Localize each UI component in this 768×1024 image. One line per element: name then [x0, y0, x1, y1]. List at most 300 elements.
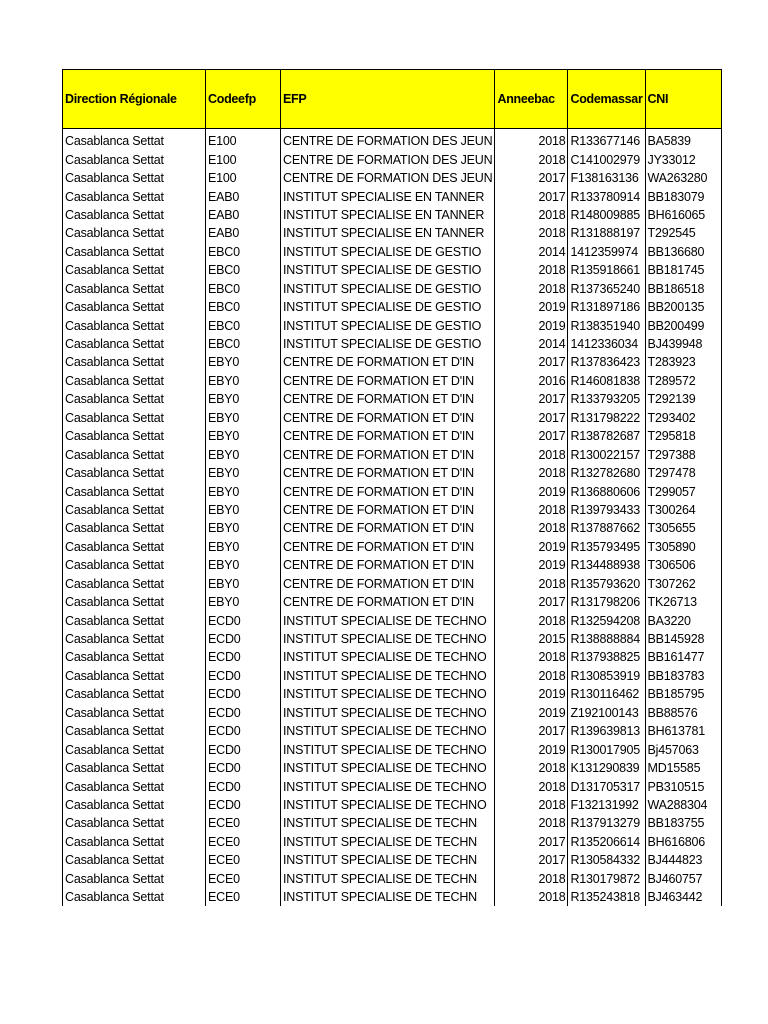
- table-row: [63, 833, 722, 851]
- efp-cell[interactable]: CENTRE DE FORMATION ET D'IN: [281, 482, 495, 500]
- codeefp-cell[interactable]: EBY0: [206, 372, 281, 390]
- codemassar-cell[interactable]: R130584332: [568, 851, 645, 869]
- direction-cell[interactable]: Casablanca Settat: [63, 556, 206, 574]
- cni-cell[interactable]: Bj457063: [645, 740, 721, 758]
- codeefp-cell[interactable]: ECE0: [206, 814, 281, 832]
- efp-cell[interactable]: INSTITUT SPECIALISE DE TECHNO: [281, 796, 495, 814]
- codeefp-cell[interactable]: ECD0: [206, 759, 281, 777]
- codemassar-cell[interactable]: R148009885: [568, 206, 645, 224]
- codemassar-cell[interactable]: F138163136: [568, 169, 645, 187]
- anneebac-cell[interactable]: 2018: [495, 501, 568, 519]
- cni-cell[interactable]: BB145928: [645, 630, 721, 648]
- codemassar-cell[interactable]: R130022157: [568, 445, 645, 463]
- codeefp-cell[interactable]: ECD0: [206, 796, 281, 814]
- efp-cell[interactable]: CENTRE DE FORMATION ET D'IN: [281, 575, 495, 593]
- table-row: [63, 777, 722, 795]
- codemassar-cell[interactable]: R131888197: [568, 224, 645, 242]
- codeefp-cell[interactable]: EBY0: [206, 556, 281, 574]
- cni-cell[interactable]: BJ439948: [645, 335, 721, 353]
- efp-cell[interactable]: CENTRE DE FORMATION ET D'IN: [281, 390, 495, 408]
- efp-cell[interactable]: INSTITUT SPECIALISE DE TECHNO: [281, 648, 495, 666]
- cni-cell[interactable]: TK26713: [645, 593, 721, 611]
- anneebac-cell[interactable]: 2019: [495, 740, 568, 758]
- direction-cell[interactable]: Casablanca Settat: [63, 335, 206, 353]
- efp-cell[interactable]: INSTITUT SPECIALISE DE GESTIO: [281, 243, 495, 261]
- efp-cell[interactable]: CENTRE DE FORMATION ET D'IN: [281, 501, 495, 519]
- cni-cell[interactable]: T305655: [645, 519, 721, 537]
- table-row: [63, 685, 722, 703]
- table-row: [63, 814, 722, 832]
- table-row: [63, 335, 722, 353]
- direction-cell[interactable]: Casablanca Settat: [63, 759, 206, 777]
- anneebac-cell[interactable]: 2017: [495, 409, 568, 427]
- codeefp-cell[interactable]: E100: [206, 169, 281, 187]
- efp-cell[interactable]: INSTITUT SPECIALISE EN TANNER: [281, 206, 495, 224]
- anneebac-cell[interactable]: 2019: [495, 685, 568, 703]
- anneebac-cell[interactable]: 2017: [495, 722, 568, 740]
- anneebac-cell[interactable]: 2019: [495, 482, 568, 500]
- table-row: [63, 482, 722, 500]
- codemassar-cell[interactable]: K131290839: [568, 759, 645, 777]
- column-header-anneebac[interactable]: Anneebac: [495, 70, 568, 129]
- direction-cell[interactable]: Casablanca Settat: [63, 796, 206, 814]
- codeefp-cell[interactable]: ECD0: [206, 667, 281, 685]
- codemassar-cell[interactable]: R135918661: [568, 261, 645, 279]
- direction-cell[interactable]: Casablanca Settat: [63, 427, 206, 445]
- cni-cell[interactable]: BH613781: [645, 722, 721, 740]
- efp-cell[interactable]: INSTITUT SPECIALISE DE TECHN: [281, 814, 495, 832]
- table-row: [63, 796, 722, 814]
- table-row: [63, 409, 722, 427]
- cni-cell[interactable]: JY33012: [645, 150, 721, 168]
- anneebac-cell[interactable]: 2018: [495, 796, 568, 814]
- efp-cell[interactable]: INSTITUT SPECIALISE DE GESTIO: [281, 261, 495, 279]
- anneebac-cell[interactable]: 2017: [495, 353, 568, 371]
- codemassar-cell[interactable]: R133793205: [568, 390, 645, 408]
- efp-cell[interactable]: CENTRE DE FORMATION ET D'IN: [281, 464, 495, 482]
- cni-cell[interactable]: BB161477: [645, 648, 721, 666]
- codeefp-cell[interactable]: EBY0: [206, 593, 281, 611]
- codeefp-cell[interactable]: ECD0: [206, 611, 281, 629]
- codemassar-cell[interactable]: R135793495: [568, 538, 645, 556]
- codemassar-cell[interactable]: R137938825: [568, 648, 645, 666]
- codemassar-cell[interactable]: R133780914: [568, 187, 645, 205]
- column-header-codemassar[interactable]: Codemassar: [568, 70, 645, 129]
- codeefp-cell[interactable]: E100: [206, 129, 281, 151]
- efp-cell[interactable]: CENTRE DE FORMATION ET D'IN: [281, 593, 495, 611]
- codemassar-cell[interactable]: R131798206: [568, 593, 645, 611]
- table-row: [63, 740, 722, 758]
- codeefp-cell[interactable]: EBY0: [206, 390, 281, 408]
- anneebac-cell[interactable]: 2018: [495, 667, 568, 685]
- codeefp-cell[interactable]: ECE0: [206, 833, 281, 851]
- anneebac-cell[interactable]: 2017: [495, 169, 568, 187]
- efp-cell[interactable]: CENTRE DE FORMATION ET D'IN: [281, 556, 495, 574]
- codemassar-cell[interactable]: R130116462: [568, 685, 645, 703]
- table-row: [63, 353, 722, 371]
- table-row: [63, 870, 722, 888]
- header-row: [63, 70, 722, 129]
- table-row: [63, 538, 722, 556]
- codemassar-cell[interactable]: R137836423: [568, 353, 645, 371]
- table-row: [63, 704, 722, 722]
- table-row: [63, 648, 722, 666]
- codeefp-cell[interactable]: ECD0: [206, 722, 281, 740]
- codemassar-cell[interactable]: R135793620: [568, 575, 645, 593]
- anneebac-cell[interactable]: 2018: [495, 224, 568, 242]
- table-row: [63, 390, 722, 408]
- direction-cell[interactable]: Casablanca Settat: [63, 187, 206, 205]
- table-row: [63, 243, 722, 261]
- cni-cell[interactable]: BA3220: [645, 611, 721, 629]
- direction-cell[interactable]: Casablanca Settat: [63, 722, 206, 740]
- anneebac-cell[interactable]: 2018: [495, 611, 568, 629]
- codeefp-cell[interactable]: EBY0: [206, 482, 281, 500]
- codemassar-cell[interactable]: R134488938: [568, 556, 645, 574]
- direction-cell[interactable]: Casablanca Settat: [63, 667, 206, 685]
- codeefp-cell[interactable]: ECD0: [206, 630, 281, 648]
- efp-cell[interactable]: CENTRE DE FORMATION ET D'IN: [281, 353, 495, 371]
- direction-cell[interactable]: Casablanca Settat: [63, 501, 206, 519]
- cni-cell[interactable]: T306506: [645, 556, 721, 574]
- cni-cell[interactable]: BB200135: [645, 298, 721, 316]
- direction-cell[interactable]: Casablanca Settat: [63, 833, 206, 851]
- anneebac-cell[interactable]: 2017: [495, 593, 568, 611]
- anneebac-cell[interactable]: 2018: [495, 648, 568, 666]
- efp-cell[interactable]: INSTITUT SPECIALISE DE TECHNO: [281, 630, 495, 648]
- anneebac-cell[interactable]: 2017: [495, 390, 568, 408]
- direction-cell[interactable]: Casablanca Settat: [63, 169, 206, 187]
- efp-cell[interactable]: CENTRE DE FORMATION ET D'IN: [281, 445, 495, 463]
- anneebac-cell[interactable]: 2018: [495, 759, 568, 777]
- cni-cell[interactable]: BB183755: [645, 814, 721, 832]
- codeefp-cell[interactable]: EBY0: [206, 538, 281, 556]
- anneebac-cell[interactable]: 2018: [495, 870, 568, 888]
- direction-cell[interactable]: Casablanca Settat: [63, 482, 206, 500]
- codeefp-cell[interactable]: ECD0: [206, 704, 281, 722]
- anneebac-cell[interactable]: 2017: [495, 851, 568, 869]
- efp-cell[interactable]: INSTITUT SPECIALISE DE GESTIO: [281, 316, 495, 334]
- codemassar-cell[interactable]: R133677146: [568, 129, 645, 151]
- direction-cell[interactable]: Casablanca Settat: [63, 243, 206, 261]
- table-row: [63, 501, 722, 519]
- anneebac-cell[interactable]: 2016: [495, 372, 568, 390]
- codeefp-cell[interactable]: EBC0: [206, 316, 281, 334]
- efp-cell[interactable]: CENTRE DE FORMATION DES JEUN: [281, 129, 495, 151]
- codemassar-cell[interactable]: F132131992: [568, 796, 645, 814]
- efp-cell[interactable]: INSTITUT SPECIALISE DE TECHN: [281, 851, 495, 869]
- table-row: [63, 372, 722, 390]
- anneebac-cell[interactable]: 2018: [495, 464, 568, 482]
- table-row: [63, 464, 722, 482]
- table-row: [63, 630, 722, 648]
- efp-cell[interactable]: INSTITUT SPECIALISE DE TECHNO: [281, 740, 495, 758]
- anneebac-cell[interactable]: 2015: [495, 630, 568, 648]
- anneebac-cell[interactable]: 2014: [495, 243, 568, 261]
- anneebac-cell[interactable]: 2018: [495, 777, 568, 795]
- anneebac-cell[interactable]: 2018: [495, 519, 568, 537]
- cni-cell[interactable]: T307262: [645, 575, 721, 593]
- codemassar-cell[interactable]: R132594208: [568, 611, 645, 629]
- direction-cell[interactable]: Casablanca Settat: [63, 409, 206, 427]
- efp-cell[interactable]: CENTRE DE FORMATION ET D'IN: [281, 409, 495, 427]
- codemassar-cell[interactable]: R136880606: [568, 482, 645, 500]
- codemassar-cell[interactable]: R146081838: [568, 372, 645, 390]
- cni-cell[interactable]: MD15585: [645, 759, 721, 777]
- codemassar-cell[interactable]: R135206614: [568, 833, 645, 851]
- codemassar-cell[interactable]: R137365240: [568, 280, 645, 298]
- table-body: [63, 129, 722, 907]
- codeefp-cell[interactable]: EBY0: [206, 575, 281, 593]
- codemassar-cell[interactable]: R139793433: [568, 501, 645, 519]
- codemassar-cell[interactable]: R138351940: [568, 316, 645, 334]
- cni-cell[interactable]: BB136680: [645, 243, 721, 261]
- direction-cell[interactable]: Casablanca Settat: [63, 538, 206, 556]
- codeefp-cell[interactable]: EBY0: [206, 501, 281, 519]
- codeefp-cell[interactable]: EBC0: [206, 335, 281, 353]
- codeefp-cell[interactable]: EBY0: [206, 353, 281, 371]
- table-row: [63, 224, 722, 242]
- codemassar-cell[interactable]: R137887662: [568, 519, 645, 537]
- efp-cell[interactable]: CENTRE DE FORMATION ET D'IN: [281, 538, 495, 556]
- efp-cell[interactable]: CENTRE DE FORMATION DES JEUN: [281, 169, 495, 187]
- efp-cell[interactable]: INSTITUT SPECIALISE DE TECHN: [281, 833, 495, 851]
- direction-cell[interactable]: Casablanca Settat: [63, 648, 206, 666]
- cni-cell[interactable]: T300264: [645, 501, 721, 519]
- table-row: [63, 667, 722, 685]
- direction-cell[interactable]: Casablanca Settat: [63, 740, 206, 758]
- efp-cell[interactable]: INSTITUT SPECIALISE EN TANNER: [281, 224, 495, 242]
- table-row: [63, 280, 722, 298]
- efp-cell[interactable]: INSTITUT SPECIALISE DE TECHNO: [281, 777, 495, 795]
- cni-cell[interactable]: BJ444823: [645, 851, 721, 869]
- codeefp-cell[interactable]: ECD0: [206, 740, 281, 758]
- direction-cell[interactable]: Casablanca Settat: [63, 519, 206, 537]
- cni-cell[interactable]: BH616806: [645, 833, 721, 851]
- cni-cell[interactable]: BJ460757: [645, 870, 721, 888]
- cni-cell[interactable]: PB310515: [645, 777, 721, 795]
- codeefp-cell[interactable]: ECD0: [206, 685, 281, 703]
- codeefp-cell[interactable]: EBC0: [206, 261, 281, 279]
- efp-cell[interactable]: INSTITUT SPECIALISE EN TANNER: [281, 187, 495, 205]
- table-row: [63, 427, 722, 445]
- direction-cell[interactable]: Casablanca Settat: [63, 316, 206, 334]
- efp-cell[interactable]: INSTITUT SPECIALISE DE TECHNO: [281, 667, 495, 685]
- table-row: [63, 206, 722, 224]
- direction-cell[interactable]: Casablanca Settat: [63, 593, 206, 611]
- cni-cell[interactable]: BB88576: [645, 704, 721, 722]
- codeefp-cell[interactable]: EBY0: [206, 409, 281, 427]
- cni-cell[interactable]: BB183079: [645, 187, 721, 205]
- table-row: [63, 298, 722, 316]
- anneebac-cell[interactable]: 2019: [495, 556, 568, 574]
- direction-cell[interactable]: Casablanca Settat: [63, 261, 206, 279]
- codemassar-cell[interactable]: R130179872: [568, 870, 645, 888]
- anneebac-cell[interactable]: 2019: [495, 538, 568, 556]
- codemassar-cell[interactable]: R132782680: [568, 464, 645, 482]
- direction-cell[interactable]: Casablanca Settat: [63, 464, 206, 482]
- codemassar-cell[interactable]: Z192100143: [568, 704, 645, 722]
- codemassar-cell[interactable]: D131705317: [568, 777, 645, 795]
- cni-cell[interactable]: BA5839: [645, 129, 721, 151]
- codeefp-cell[interactable]: EBY0: [206, 445, 281, 463]
- direction-cell[interactable]: Casablanca Settat: [63, 390, 206, 408]
- data-table: [62, 69, 722, 906]
- anneebac-cell[interactable]: 2018: [495, 129, 568, 151]
- efp-cell[interactable]: INSTITUT SPECIALISE DE GESTIO: [281, 335, 495, 353]
- cni-cell[interactable]: T292139: [645, 390, 721, 408]
- column-header-codeefp[interactable]: Codeefp: [206, 70, 281, 129]
- efp-cell[interactable]: INSTITUT SPECIALISE DE TECHNO: [281, 704, 495, 722]
- cni-cell[interactable]: BJ463442: [645, 888, 721, 906]
- direction-cell[interactable]: Casablanca Settat: [63, 150, 206, 168]
- codeefp-cell[interactable]: E100: [206, 150, 281, 168]
- cni-cell[interactable]: T283923: [645, 353, 721, 371]
- direction-cell[interactable]: Casablanca Settat: [63, 575, 206, 593]
- efp-cell[interactable]: CENTRE DE FORMATION ET D'IN: [281, 427, 495, 445]
- codemassar-cell[interactable]: R139639813: [568, 722, 645, 740]
- codeefp-cell[interactable]: ECE0: [206, 851, 281, 869]
- table-row: [63, 316, 722, 334]
- table-row: [63, 519, 722, 537]
- anneebac-cell[interactable]: 2018: [495, 261, 568, 279]
- cni-cell[interactable]: BB200499: [645, 316, 721, 334]
- column-header-direction-regionale[interactable]: Direction Régionale: [63, 70, 206, 129]
- cni-cell[interactable]: T297388: [645, 445, 721, 463]
- anneebac-cell[interactable]: 2018: [495, 575, 568, 593]
- direction-cell[interactable]: Casablanca Settat: [63, 777, 206, 795]
- cni-cell[interactable]: BB185795: [645, 685, 721, 703]
- direction-cell[interactable]: Casablanca Settat: [63, 445, 206, 463]
- anneebac-cell[interactable]: 2019: [495, 704, 568, 722]
- table-row: [63, 150, 722, 168]
- codemassar-cell[interactable]: R131897186: [568, 298, 645, 316]
- cni-cell[interactable]: WA263280: [645, 169, 721, 187]
- table-row: [63, 445, 722, 463]
- table-row: [63, 851, 722, 869]
- codemassar-cell[interactable]: R130853919: [568, 667, 645, 685]
- codeefp-cell[interactable]: EBY0: [206, 464, 281, 482]
- codeefp-cell[interactable]: ECD0: [206, 648, 281, 666]
- codemassar-cell[interactable]: 1412359974: [568, 243, 645, 261]
- codeefp-cell[interactable]: ECE0: [206, 870, 281, 888]
- codemassar-cell[interactable]: R138888884: [568, 630, 645, 648]
- direction-cell[interactable]: Casablanca Settat: [63, 280, 206, 298]
- cni-cell[interactable]: BB181745: [645, 261, 721, 279]
- codeefp-cell[interactable]: EBC0: [206, 280, 281, 298]
- table-row: [63, 556, 722, 574]
- codemassar-cell[interactable]: R130017905: [568, 740, 645, 758]
- cni-cell[interactable]: BB186518: [645, 280, 721, 298]
- efp-cell[interactable]: INSTITUT SPECIALISE DE GESTIO: [281, 298, 495, 316]
- cni-cell[interactable]: T297478: [645, 464, 721, 482]
- anneebac-cell[interactable]: 2018: [495, 445, 568, 463]
- table-row: [63, 888, 722, 906]
- direction-cell[interactable]: Casablanca Settat: [63, 851, 206, 869]
- direction-cell[interactable]: Casablanca Settat: [63, 870, 206, 888]
- anneebac-cell[interactable]: 2018: [495, 150, 568, 168]
- anneebac-cell[interactable]: 2019: [495, 316, 568, 334]
- anneebac-cell[interactable]: 2018: [495, 206, 568, 224]
- direction-cell[interactable]: Casablanca Settat: [63, 353, 206, 371]
- anneebac-cell[interactable]: 2017: [495, 833, 568, 851]
- direction-cell[interactable]: Casablanca Settat: [63, 814, 206, 832]
- anneebac-cell[interactable]: 2014: [495, 335, 568, 353]
- anneebac-cell[interactable]: 2018: [495, 814, 568, 832]
- codemassar-cell[interactable]: 1412336034: [568, 335, 645, 353]
- codeefp-cell[interactable]: EAB0: [206, 206, 281, 224]
- codemassar-cell[interactable]: R135243818: [568, 888, 645, 906]
- table-row: [63, 593, 722, 611]
- direction-cell[interactable]: Casablanca Settat: [63, 611, 206, 629]
- codeefp-cell[interactable]: EBY0: [206, 519, 281, 537]
- efp-cell[interactable]: CENTRE DE FORMATION DES JEUN: [281, 150, 495, 168]
- cni-cell[interactable]: T299057: [645, 482, 721, 500]
- table-row: [63, 722, 722, 740]
- cni-cell[interactable]: T293402: [645, 409, 721, 427]
- anneebac-cell[interactable]: 2018: [495, 280, 568, 298]
- column-header-cni[interactable]: CNI: [645, 70, 721, 129]
- direction-cell[interactable]: Casablanca Settat: [63, 206, 206, 224]
- efp-cell[interactable]: INSTITUT SPECIALISE DE GESTIO: [281, 280, 495, 298]
- efp-cell[interactable]: INSTITUT SPECIALISE DE TECHNO: [281, 685, 495, 703]
- efp-cell[interactable]: CENTRE DE FORMATION ET D'IN: [281, 519, 495, 537]
- cni-cell[interactable]: WA288304: [645, 796, 721, 814]
- codeefp-cell[interactable]: ECD0: [206, 777, 281, 795]
- direction-cell[interactable]: Casablanca Settat: [63, 888, 206, 906]
- table-row: [63, 261, 722, 279]
- codemassar-cell[interactable]: R138782687: [568, 427, 645, 445]
- direction-cell[interactable]: Casablanca Settat: [63, 224, 206, 242]
- anneebac-cell[interactable]: 2019: [495, 298, 568, 316]
- codemassar-cell[interactable]: R131798222: [568, 409, 645, 427]
- anneebac-cell[interactable]: 2017: [495, 427, 568, 445]
- direction-cell[interactable]: Casablanca Settat: [63, 372, 206, 390]
- column-header-efp[interactable]: EFP: [281, 70, 495, 129]
- efp-cell[interactable]: INSTITUT SPECIALISE DE TECHNO: [281, 759, 495, 777]
- table-row: [63, 129, 722, 151]
- codemassar-cell[interactable]: R137913279: [568, 814, 645, 832]
- codeefp-cell[interactable]: EBY0: [206, 427, 281, 445]
- cni-cell[interactable]: T295818: [645, 427, 721, 445]
- direction-cell[interactable]: Casablanca Settat: [63, 129, 206, 151]
- cni-cell[interactable]: BB183783: [645, 667, 721, 685]
- cni-cell[interactable]: T289572: [645, 372, 721, 390]
- cni-cell[interactable]: T305890: [645, 538, 721, 556]
- anneebac-cell[interactable]: 2017: [495, 187, 568, 205]
- codemassar-cell[interactable]: C141002979: [568, 150, 645, 168]
- cni-cell[interactable]: T292545: [645, 224, 721, 242]
- anneebac-cell[interactable]: 2018: [495, 888, 568, 906]
- table-row: [63, 169, 722, 187]
- cni-cell[interactable]: BH616065: [645, 206, 721, 224]
- efp-cell[interactable]: INSTITUT SPECIALISE DE TECHN: [281, 888, 495, 906]
- codeefp-cell[interactable]: ECE0: [206, 888, 281, 906]
- table-row: [63, 611, 722, 629]
- direction-cell[interactable]: Casablanca Settat: [63, 298, 206, 316]
- efp-cell[interactable]: CENTRE DE FORMATION ET D'IN: [281, 372, 495, 390]
- codeefp-cell[interactable]: EBC0: [206, 243, 281, 261]
- direction-cell[interactable]: Casablanca Settat: [63, 685, 206, 703]
- codeefp-cell[interactable]: EAB0: [206, 224, 281, 242]
- codeefp-cell[interactable]: EAB0: [206, 187, 281, 205]
- codeefp-cell[interactable]: EBC0: [206, 298, 281, 316]
- direction-cell[interactable]: Casablanca Settat: [63, 704, 206, 722]
- efp-cell[interactable]: INSTITUT SPECIALISE DE TECHN: [281, 870, 495, 888]
- efp-cell[interactable]: INSTITUT SPECIALISE DE TECHNO: [281, 722, 495, 740]
- efp-cell[interactable]: INSTITUT SPECIALISE DE TECHNO: [281, 611, 495, 629]
- direction-cell[interactable]: Casablanca Settat: [63, 630, 206, 648]
